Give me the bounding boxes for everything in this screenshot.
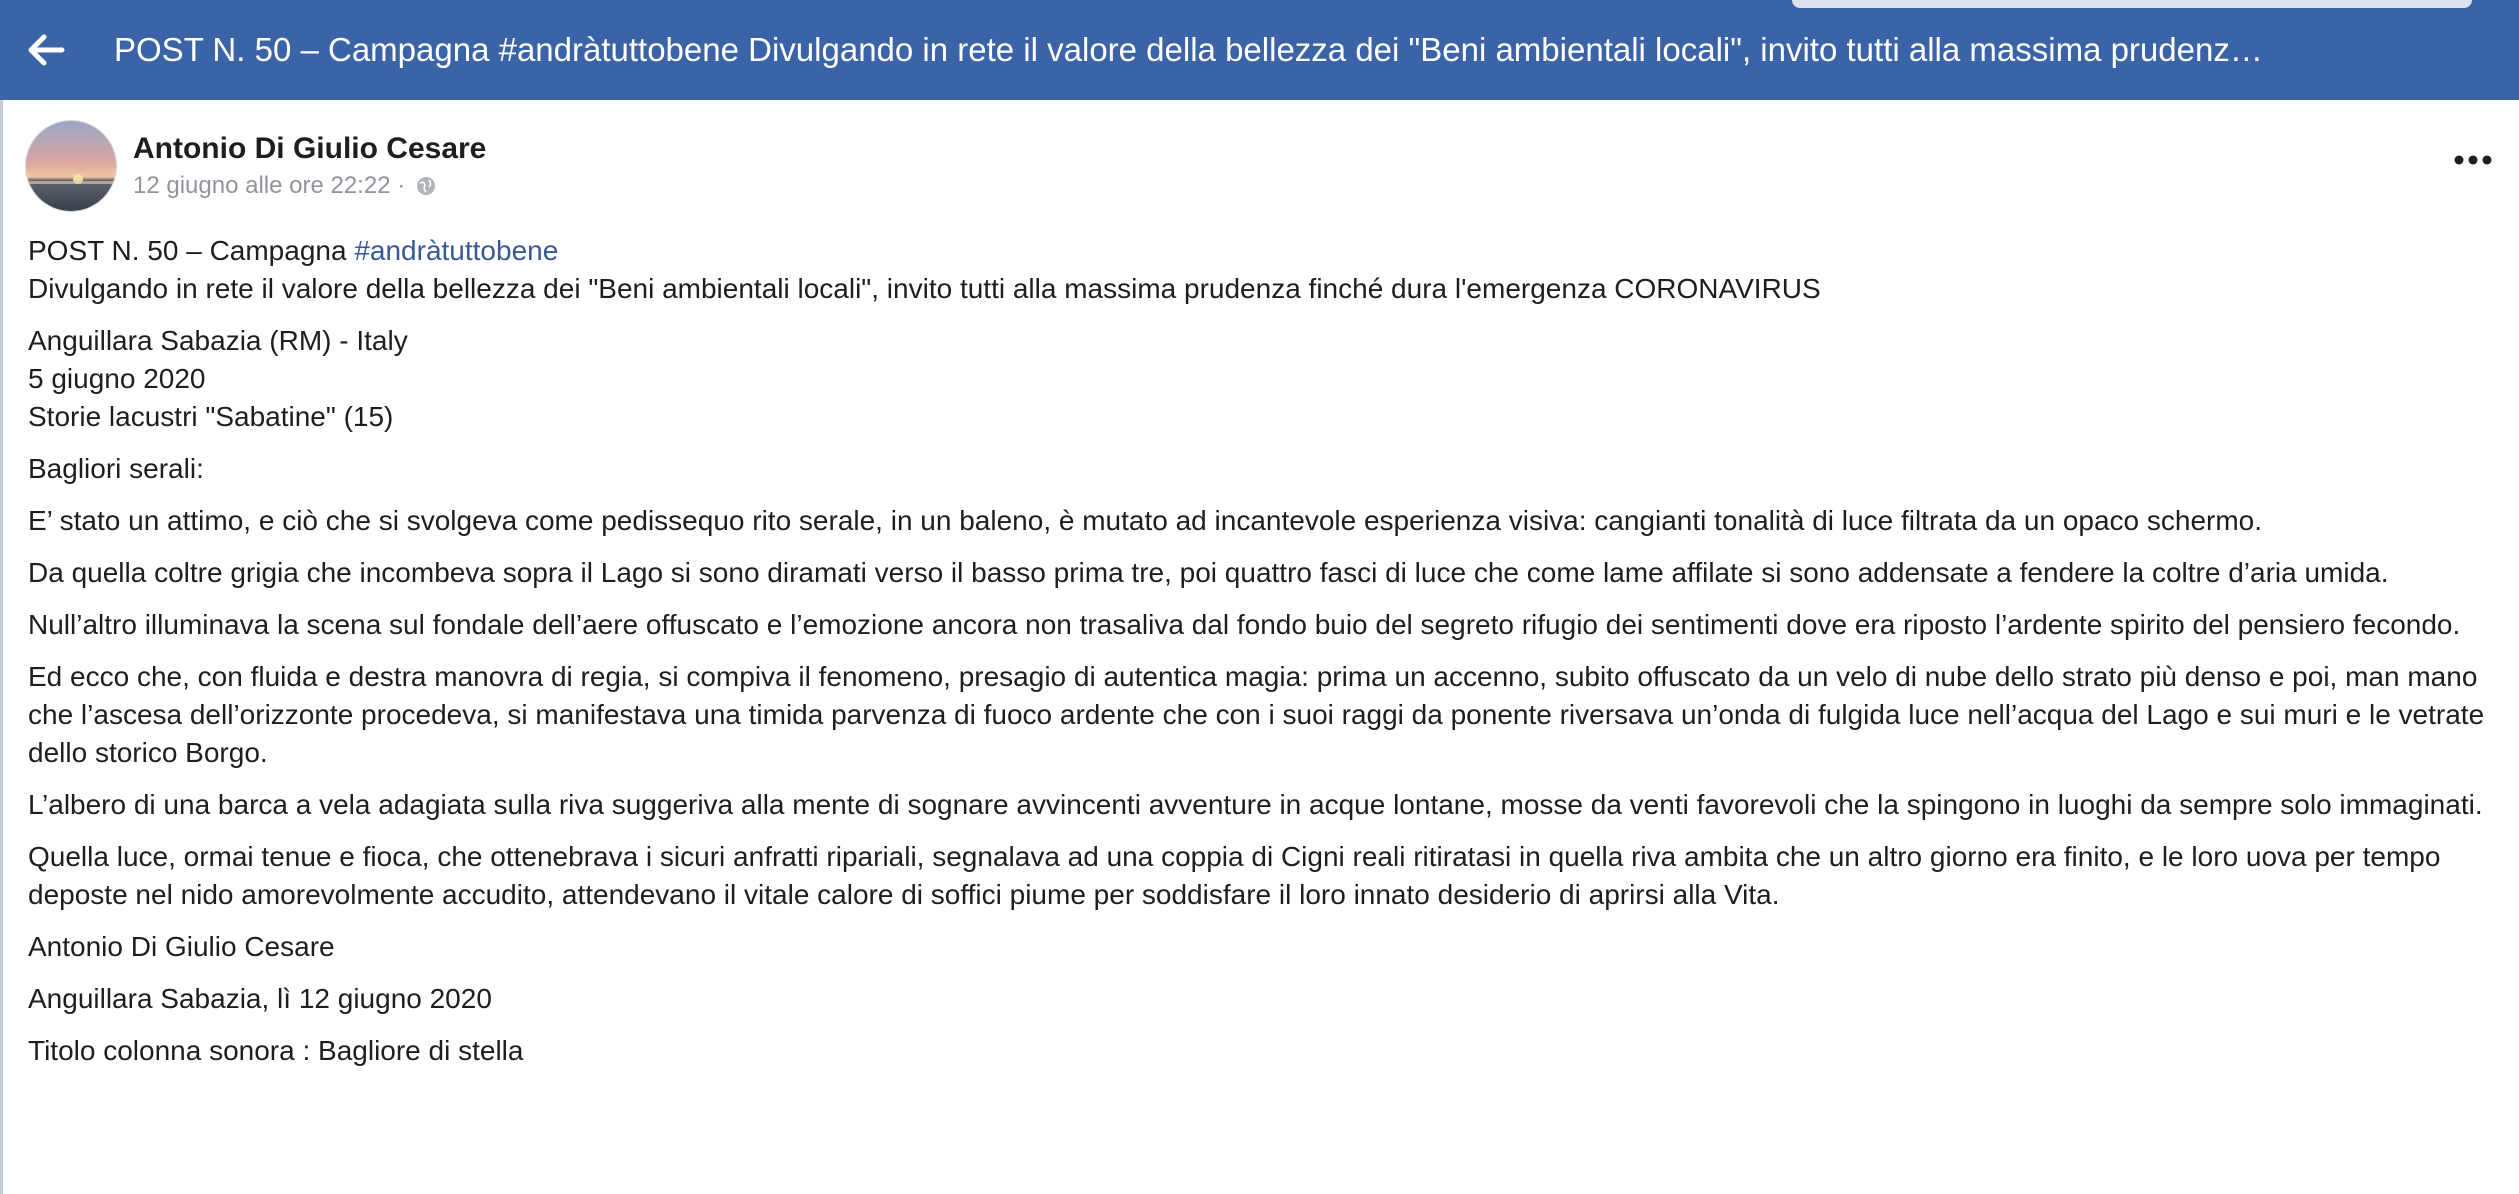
post-intro: Divulgando in rete il valore della bellezza dei "Beni ambientali locali", invito tutti alla massima prudenza finché dura l'emergenza CORONAVIRUS — [28, 273, 1821, 304]
post-series: Storie lacustri "Sabatine" (15) — [28, 401, 394, 432]
post-paragraph: E’ stato un attimo, e ciò che si svolgeva come pedissequo rito serale, in un baleno, è mutato ad incantevole esperienza visiva: cangianti tonalità di luce filtrata da un opaco schermo. — [28, 505, 2263, 536]
post-date: 5 giugno 2020 — [28, 363, 206, 394]
search-box-edge — [1792, 0, 2472, 8]
post-card — [0, 100, 2519, 1194]
post-title: POST N. 50 – Campagna #andràtuttobene Divulgando in rete il valore della bellezza dei "Beni ambientali locali", invito tutti alla massima prudenz… — [114, 31, 2263, 68]
more-options-button[interactable] — [2443, 140, 2503, 180]
post-paragraph: Da quella coltre grigia che incombeva sopra il Lago si sono diramati verso il basso prima tre, poi quattro fasci di luce che come lame affilate si sono addensate a fendere la coltre d’aria umida. — [28, 557, 2389, 588]
post-paragraph: Quella luce, ormai tenue e fioca, che ottenebrava i sicuri anfratti ripariali, segnalava ad una coppia di Cigni reali ritiratasi in quella riva ambita che un altro giorno era finito, e le loro uova per tempo deposte nel nido amorevolmente accudito, attendevano il vitale calore di soffici piume per soddisfare il loro innato desiderio di aprirsi alla Vita. — [28, 841, 2441, 910]
post-author[interactable]: Antonio Di Giulio Cesare — [133, 132, 487, 165]
more-options-icon — [2453, 154, 2493, 166]
post-subtitle: Bagliori serali: — [28, 453, 204, 484]
post-meta — [133, 172, 437, 200]
avatar[interactable] — [25, 120, 117, 212]
post-heading — [28, 232, 2498, 308]
post-paragraph: L’albero di una barca a vela adagiata sulla riva suggeriva alla mente di sognare avvincenti avventure in acque lontane, mosse da venti favorevoli che la spingono in luoghi da sempre solo immaginati. — [28, 789, 2483, 820]
post-soundtrack: Titolo colonna sonora : Bagliore di stella — [28, 1035, 524, 1066]
post-heading-text: POST N. 50 – Campagna — [28, 235, 355, 266]
globe-icon — [415, 175, 437, 197]
avatar-image — [26, 121, 116, 211]
back-button[interactable] — [18, 22, 74, 78]
post-location: Anguillara Sabazia (RM) - Italy — [28, 325, 408, 356]
post-signature: Antonio Di Giulio Cesare — [28, 931, 335, 962]
hashtag-link[interactable]: #andràtuttobene — [354, 235, 559, 266]
post-paragraph: Ed ecco che, con fluida e destra manovra di regia, si compiva il fenomeno, presagio di autentica magia: prima un accenno, subito offuscato da un velo di nube dello strato più denso e poi, man mano che l’ascesa dell’orizzonte procedeva, si manifestava una timida parvenza di fuoco ardente che con i suoi raggi da ponente riversava un’onda di fulgida luce nell’acqua del Lago e sui muri e le vetrate dello storico Borgo. — [28, 661, 2485, 768]
top-bar — [0, 0, 2519, 100]
post-location-block — [28, 322, 2498, 436]
post-body — [28, 232, 2498, 1084]
arrow-left-icon — [26, 30, 66, 70]
post-timestamp[interactable]: 12 giugno alle ore 22:22 · — [133, 172, 406, 199]
post-paragraph: Null’altro illuminava la scena sul fondale dell’aere offuscato e l’emozione ancora non trasaliva dal fondo buio del segreto rifugio dei sentimenti dove era riposto l’ardente spirito del pensiero fecondo. — [28, 609, 2461, 640]
post-place-date: Anguillara Sabazia, lì 12 giugno 2020 — [28, 983, 492, 1014]
